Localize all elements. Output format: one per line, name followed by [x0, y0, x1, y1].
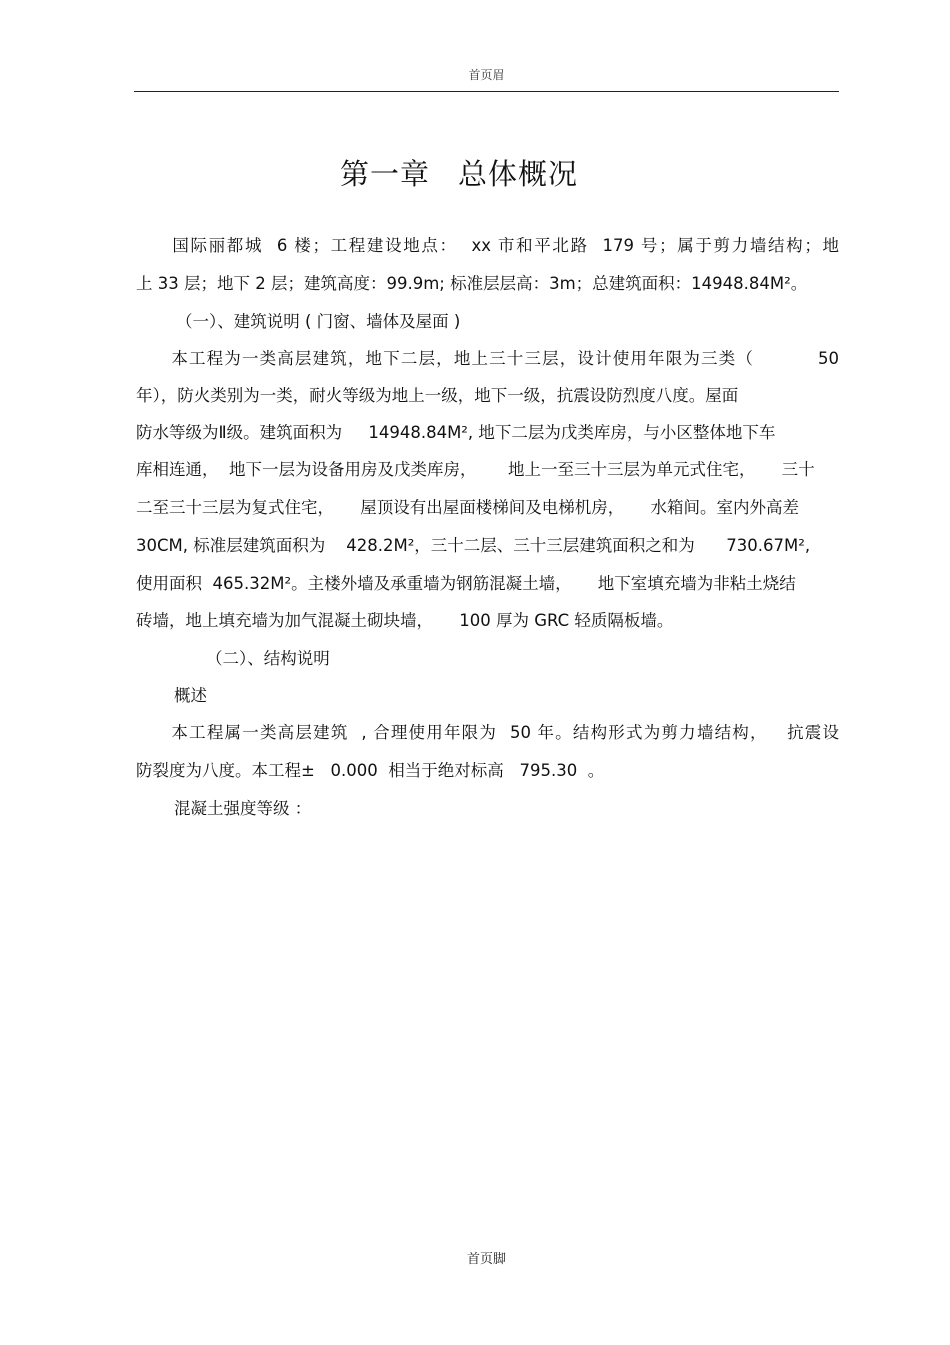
section-heading-architecture: （一）、建筑说明 ( 门窗、墙体及屋面 ): [176, 312, 461, 331]
paragraph-line: 库相连通， 地下一层为设备用房及戊类库房， 地上一至三十三层为单元式住宅， 三十: [136, 460, 815, 479]
intro-line: 国际丽都城 6 楼；工程建设地点： xx 市和平北路 179 号；属于剪力墙结构；地: [136, 236, 839, 255]
chapter-number: 第一章: [339, 157, 430, 191]
paragraph-line: 防裂度为八度。本工程± 0.000 相当于绝对标高 795.30 。: [136, 761, 605, 780]
concrete-grade-label: 混凝土强度等级 ：: [174, 799, 312, 818]
paragraph-line: 砖墙，地上填充墙为加气混凝土砌块墙， 100 厚为 GRC 轻质隔板墙。: [136, 611, 674, 630]
paragraph-line: 本工程属一类高层建筑 , 合理使用年限为 50 年。结构形式为剪力墙结构， 抗震设: [136, 723, 839, 742]
paragraph-line: 年），防火类别为一类，耐火等级为地上一级，地下一级，抗震设防烈度八度。屋面: [136, 386, 739, 405]
paragraph-line: 防水等级为Ⅱ级。建筑面积为 14948.84M², 地下二层为戊类库房，与小区整体地下车: [136, 423, 776, 442]
chapter-name: 总体概况: [458, 157, 579, 191]
intro-line: 上 33 层；地下 2 层；建筑高度：99.9m; 标准层层高：3m；总建筑面积：14948.84M²。: [136, 274, 808, 293]
paragraph-line: 使用面积 465.32M²。主楼外墙及承重墙为钢筋混凝土墙， 地下室填充墙为非粘土烧结: [136, 574, 796, 593]
paragraph-line: 30CM, 标准层建筑面积为 428.2M²，三十二层、三十三层建筑面积之和为 730.67M²,: [136, 536, 811, 555]
chapter-title: [134, 152, 784, 193]
page-header: 首页眉: [468, 68, 505, 82]
page-footer: 首页脚: [466, 1252, 506, 1267]
header-divider: [134, 91, 839, 92]
overview-label: 概述: [174, 686, 207, 705]
paragraph-line: 二至三十三层为复式住宅， 屋顶设有出屋面楼梯间及电梯机房， 水箱间。室内外高差: [136, 498, 799, 517]
paragraph-line: 本工程为一类高层建筑，地下二层，地上三十三层，设计使用年限为三类（ 50: [136, 349, 839, 368]
section-heading-structure: （二）、结构说明: [206, 649, 330, 668]
